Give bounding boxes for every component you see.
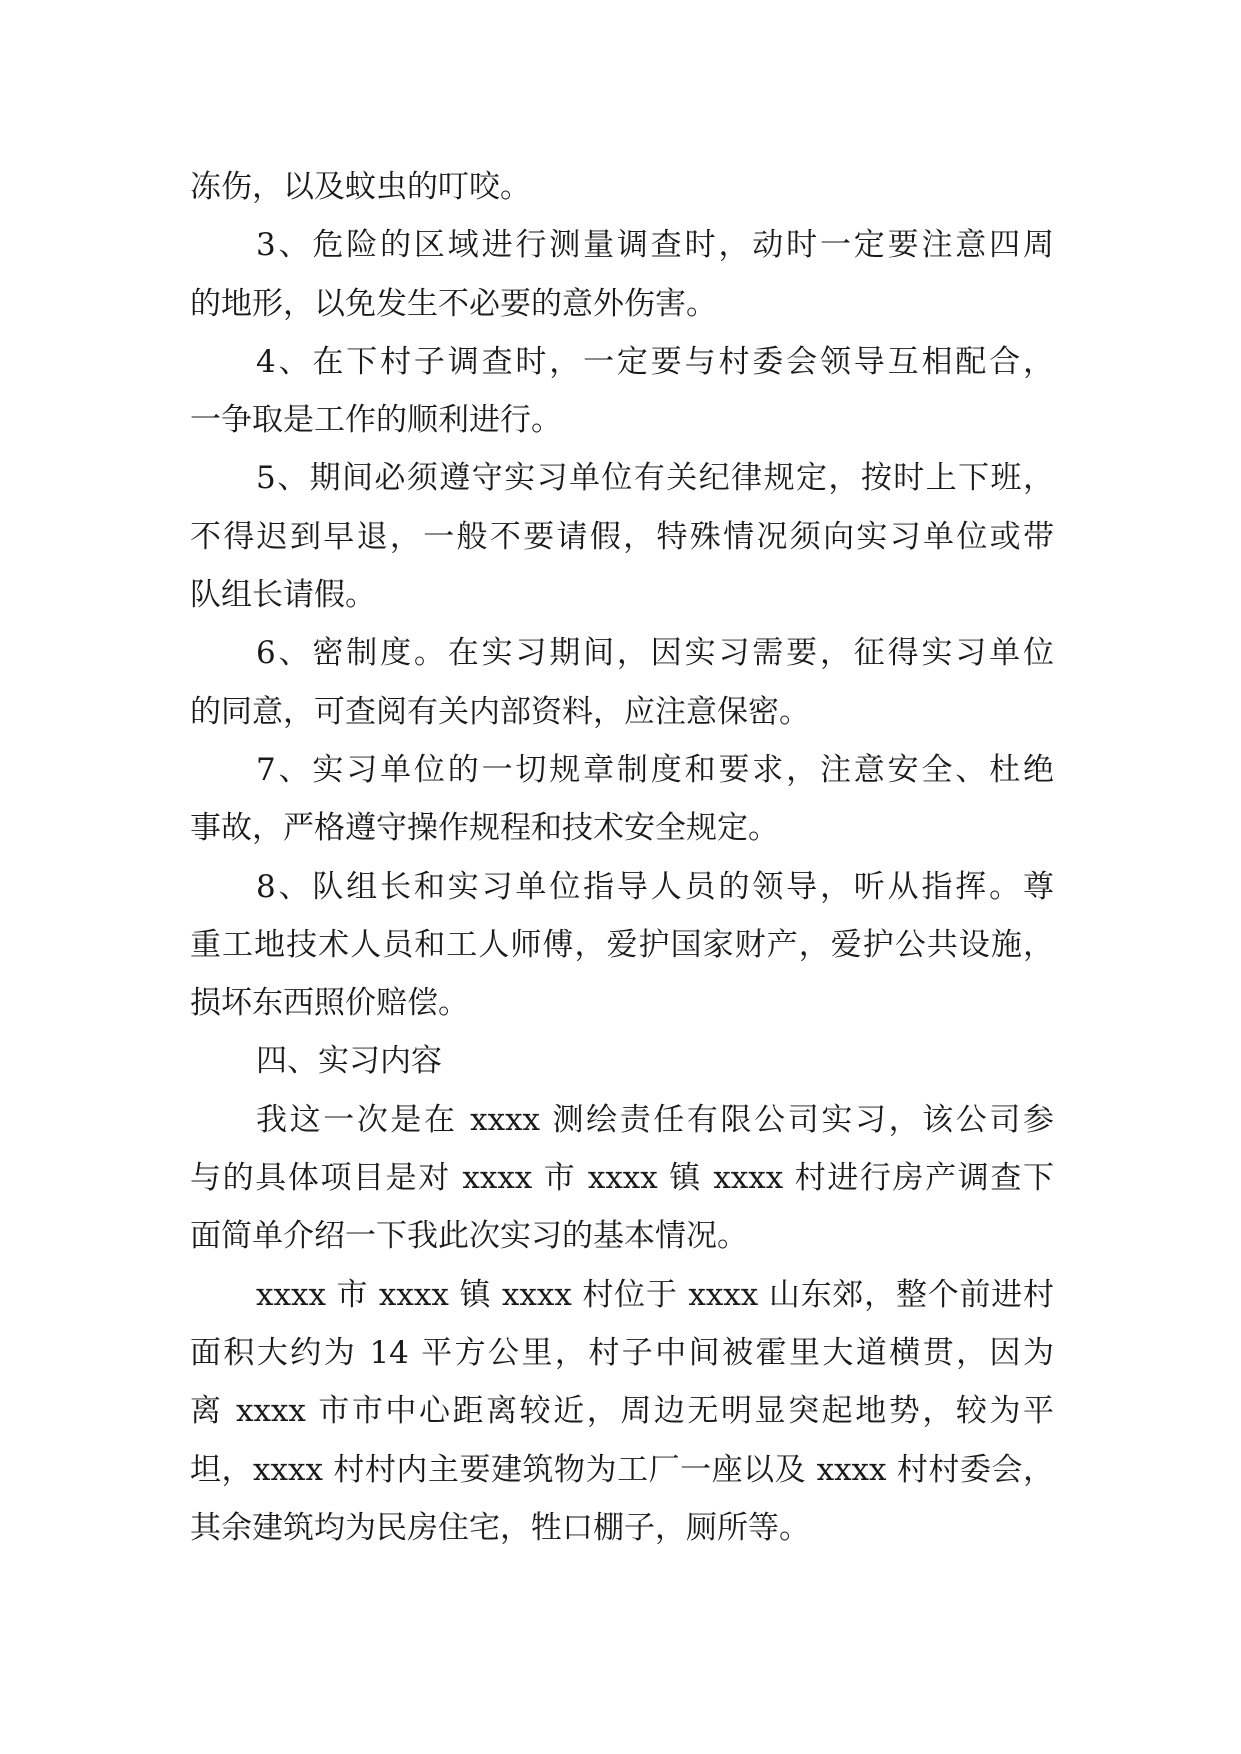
text-line: 离 xxxx 市市中心距离较近，周边无明显突起地势，较为平 [190, 1393, 1054, 1430]
text-line: 7、实习单位的一切规章制度和要求，注意安全、杜绝 [256, 751, 1054, 788]
section-heading: 四、实习内容 [256, 1043, 442, 1080]
text-line: 坦，xxxx 村村内主要建筑物为工厂一座以及 xxxx 村村委会， [190, 1451, 1054, 1488]
text-line: 8、队组长和实习单位指导人员的领导，听从指挥。尊 [256, 868, 1054, 905]
text-line: 损坏东西照价赔偿。 [190, 985, 469, 1022]
text-line: 重工地技术人员和工人师傅，爱护国家财产，爱护公共设施， [190, 926, 1054, 963]
text-line: xxxx 市 xxxx 镇 xxxx 村位于 xxxx 山东郊，整个前进村 [256, 1276, 1054, 1313]
text-line: 不得迟到早退，一般不要请假，特殊情况须向实习单位或带 [190, 518, 1054, 555]
text-line: 4、在下村子调查时，一定要与村委会领导互相配合， [256, 343, 1054, 380]
text-line: 我这一次是在 xxxx 测绘责任有限公司实习，该公司参 [256, 1101, 1054, 1138]
text-line: 3、危险的区域进行测量调查时，动时一定要注意四周 [256, 227, 1054, 264]
text-line: 面简单介绍一下我此次实习的基本情况。 [190, 1218, 748, 1255]
text-line: 其余建筑均为民房住宅，牲口棚子，厕所等。 [190, 1509, 810, 1546]
text-line: 队组长请假。 [190, 577, 376, 614]
text-line: 面积大约为 14 平方公里，村子中间被霍里大道横贯，因为 [190, 1334, 1054, 1371]
text-line: 与的具体项目是对 xxxx 市 xxxx 镇 xxxx 村进行房产调查下 [190, 1160, 1054, 1197]
document-body [190, 158, 1054, 1557]
text-line: 一争取是工作的顺利进行。 [190, 402, 562, 439]
text-line: 事故，严格遵守操作规程和技术安全规定。 [190, 810, 779, 847]
text-line: 6、密制度。在实习期间，因实习需要，征得实习单位 [256, 635, 1054, 672]
text-line: 的地形，以免发生不必要的意外伤害。 [190, 285, 717, 322]
text-line: 5、期间必须遵守实习单位有关纪律规定，按时上下班， [256, 460, 1054, 497]
text-line: 的同意，可查阅有关内部资料，应注意保密。 [190, 693, 810, 730]
text-line: 冻伤，以及蚊虫的叮咬。 [190, 169, 531, 205]
